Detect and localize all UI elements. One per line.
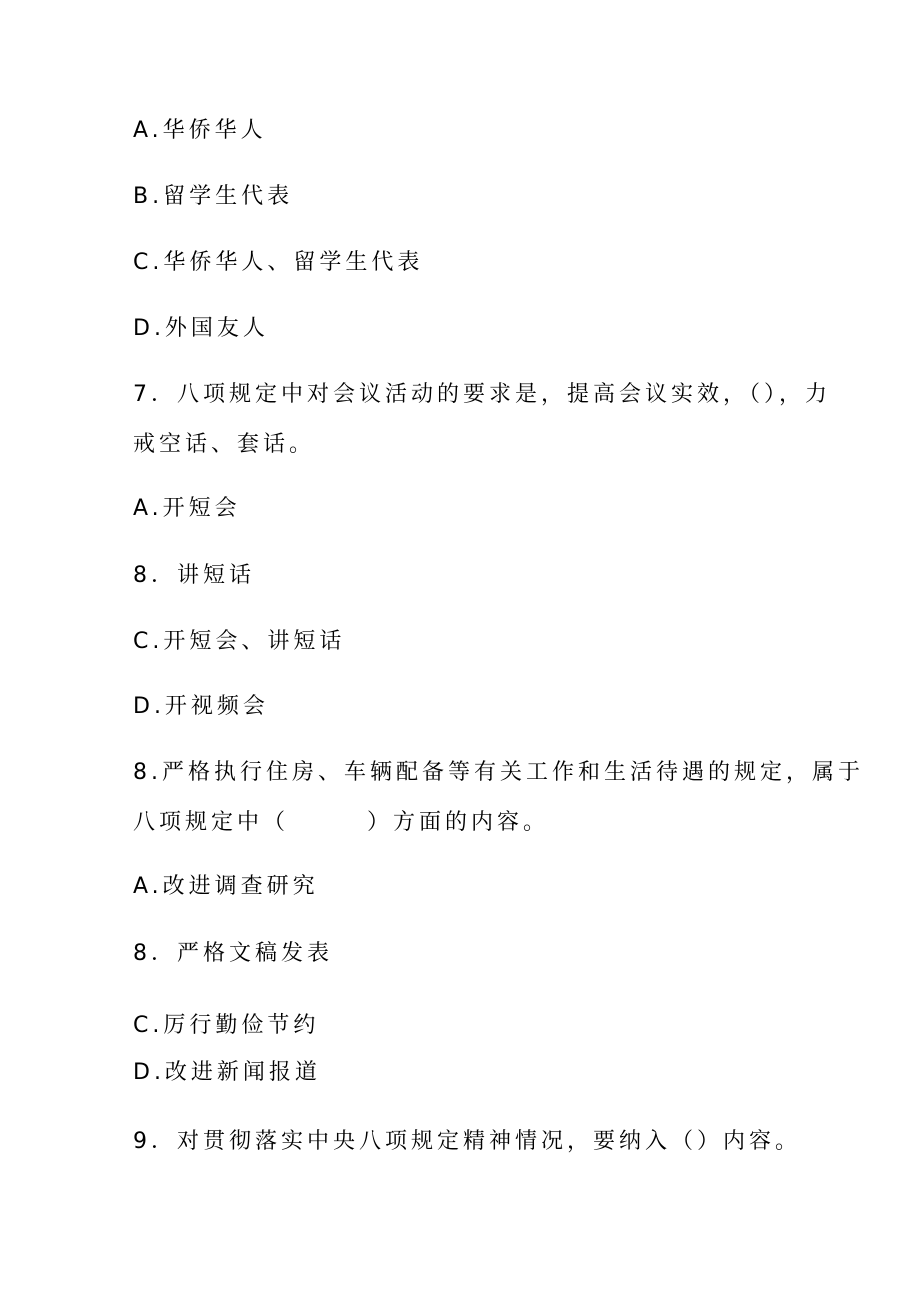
q7-option-d: D.开视频会: [133, 694, 269, 719]
q8-option-c: C.厉行勤俭节约: [133, 1013, 320, 1038]
q7-option-b: 8．讲短话: [133, 563, 255, 588]
q9-question: 9．对贯彻落实中央八项规定精神情况，要纳入（）内容。: [133, 1129, 801, 1154]
q8-option-d: D.改进新闻报道: [133, 1060, 321, 1085]
q6-option-b: B.留学生代表: [133, 184, 294, 209]
q7-question-line-1: 7．八项规定中对会议活动的要求是，提高会议实效，（），力: [133, 382, 831, 407]
q8-question-line-1: 8.严格执行住房、车辆配备等有关工作和生活待遇的规定，属于: [133, 760, 864, 785]
q8-option-b: 8．严格文稿发表: [133, 941, 333, 966]
q6-option-a: A.华侨华人: [133, 118, 267, 143]
q7-option-c: C.开短会、讲短话: [133, 629, 346, 654]
q8-option-a: A.改进调查研究: [133, 874, 319, 899]
q6-option-d: D.外国友人: [133, 316, 269, 341]
q7-option-a: A.开短会: [133, 496, 241, 521]
q8-question-line-2: 八项规定中（ ）方面的内容。: [133, 810, 550, 835]
q6-option-c: C.华侨华人、留学生代表: [133, 250, 424, 275]
q7-question-line-2: 戒空话、套话。: [133, 432, 316, 457]
